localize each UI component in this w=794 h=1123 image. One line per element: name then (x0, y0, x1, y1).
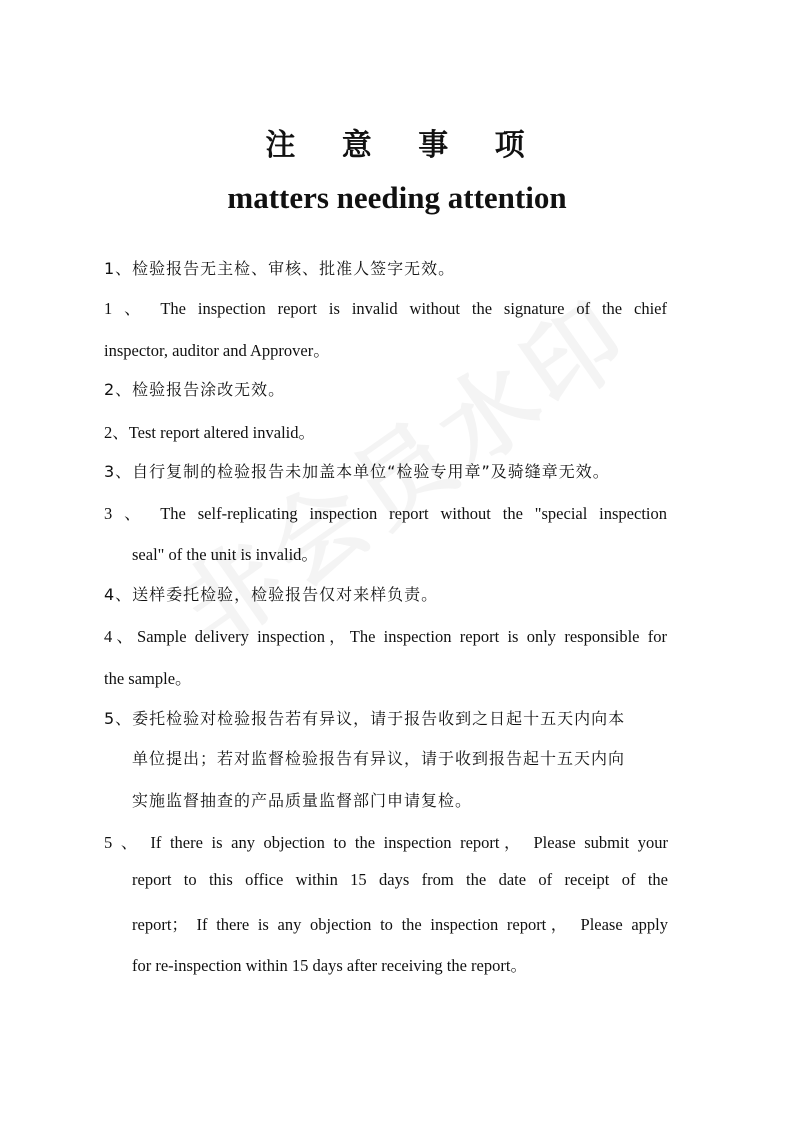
notice-5-en-line-1: 5 、 If there is any objection to the inspection report， Please submit your (104, 833, 668, 852)
page-title-chinese: 注 意 事 项 (265, 128, 543, 163)
notice-5-en-line-2: report to this office within 15 days from the date of receipt of the (132, 870, 668, 889)
notice-4-en-line-1: 4、Sample delivery inspection，The inspection report is only responsible for (104, 627, 667, 646)
notice-4-cn-line-1: 4、送样委托检验，检验报告仅对来样负责。 (104, 585, 439, 604)
notice-2-cn-line-1: 2、检验报告涂改无效。 (104, 380, 286, 399)
notice-4-en-line-2: the sample。 (104, 669, 192, 688)
notice-1-en-line-1: 1 、 The inspection report is invalid without the signature of the chief (104, 299, 667, 318)
notice-3-en-line-2: seal" of the unit is invalid。 (132, 545, 318, 564)
notice-3-en-line-1: 3 、 The self-replicating inspection report without the "special inspection (104, 504, 667, 523)
notice-5-cn-line-1: 5、委托检验对检验报告若有异议，请于报告收到之日起十五天内向本 (104, 709, 626, 728)
notice-1-cn-line-1: 1、检验报告无主检、审核、批准人签字无效。 (104, 259, 456, 278)
notice-5-en-line-3: report； If there is any objection to the inspection report， Please apply (132, 915, 668, 934)
notice-2-en-line-1: 2、Test report altered invalid。 (104, 423, 315, 442)
notice-5-cn-line-3: 实施监督抽查的产品质量监督部门申请复检。 (132, 791, 473, 810)
page-title-english: matters needing attention (227, 180, 567, 215)
notice-5-cn-line-2: 单位提出；若对监督检验报告有异议，请于收到报告起十五天内向 (132, 749, 626, 768)
notice-5-en-line-4: for re-inspection within 15 days after receiving the report。 (132, 956, 527, 975)
notice-1-en-line-2: inspector, auditor and Approver。 (104, 341, 330, 360)
notice-3-cn-line-1: 3、自行复制的检验报告未加盖本单位“检验专用章”及骑缝章无效。 (104, 462, 610, 481)
